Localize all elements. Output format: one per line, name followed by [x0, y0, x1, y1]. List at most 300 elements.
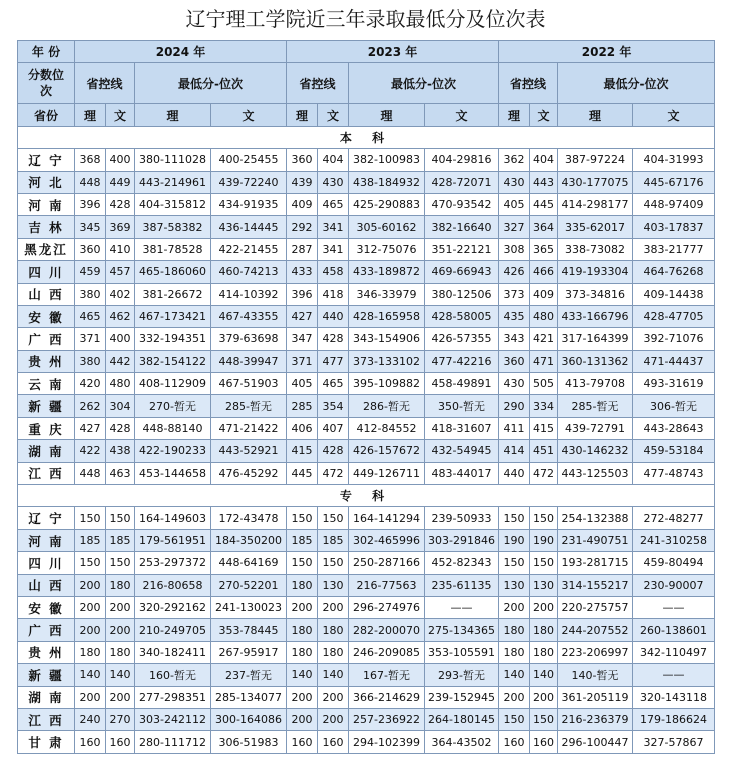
table-cell: 185 [106, 529, 135, 551]
table-cell: 184-350200 [211, 529, 287, 551]
table-cell: 353-78445 [211, 619, 287, 641]
table-cell: 150 [106, 552, 135, 574]
table-cell: 303-291846 [425, 529, 499, 551]
table-row [18, 440, 715, 462]
table-cell: 216-236379 [558, 708, 633, 730]
table-cell: 418 [318, 283, 349, 305]
table-cell: —— [633, 664, 715, 686]
table-cell: 254-132388 [558, 507, 633, 529]
province-cell: 黑龙江 [18, 238, 75, 260]
table-cell: 306-暂无 [633, 395, 715, 417]
table-cell: 180 [106, 574, 135, 596]
table-cell: 400 [106, 328, 135, 350]
table-row [18, 238, 715, 260]
table-cell: 140 [75, 664, 106, 686]
table-cell: 382-154122 [135, 350, 211, 372]
table-cell: 285 [287, 395, 318, 417]
table-cell: 347 [287, 328, 318, 350]
table-cell: 239-50933 [425, 507, 499, 529]
table-cell: 180 [287, 574, 318, 596]
table-cell: 414-298177 [558, 193, 633, 215]
table-cell: 432-54945 [425, 440, 499, 462]
table-cell: 180 [106, 641, 135, 663]
table-cell: 180 [530, 619, 558, 641]
table-cell: 459-80494 [633, 552, 715, 574]
table-cell: 294-102399 [349, 731, 425, 753]
table-cell: 395-109882 [349, 373, 425, 395]
province-cell: 湖 南 [18, 440, 75, 462]
table-row [18, 574, 715, 596]
table-cell: 150 [287, 552, 318, 574]
table-cell: 172-43478 [211, 507, 287, 529]
table-cell: 387-58382 [135, 216, 211, 238]
table-row [18, 171, 715, 193]
province-cell: 河 南 [18, 529, 75, 551]
table-cell: 364-43502 [425, 731, 499, 753]
table-cell: 160-暂无 [135, 664, 211, 686]
table-cell: 304 [106, 395, 135, 417]
table-cell: 360 [499, 350, 530, 372]
table-cell: 150 [75, 507, 106, 529]
table-cell: 342-110497 [633, 641, 715, 663]
wen-label: 文 [530, 104, 558, 126]
table-cell: 380 [75, 283, 106, 305]
table-cell: 296-100447 [558, 731, 633, 753]
table-cell: 443 [530, 171, 558, 193]
table-cell: 465-186060 [135, 261, 211, 283]
table-cell: 332-194351 [135, 328, 211, 350]
table-cell: 334 [530, 395, 558, 417]
ctrl-line-2023: 省控线 [287, 63, 349, 104]
table-cell: 140 [530, 664, 558, 686]
table-row [18, 216, 715, 238]
province-cell: 江 西 [18, 462, 75, 484]
table-cell: 140-暂无 [558, 664, 633, 686]
table-cell: 458-49891 [425, 373, 499, 395]
table-cell: 438-184932 [349, 171, 425, 193]
table-cell: 448 [75, 171, 106, 193]
table-cell: 422 [75, 440, 106, 462]
table-cell: 200 [106, 596, 135, 618]
table-cell: 185 [75, 529, 106, 551]
table-cell: 383-21777 [633, 238, 715, 260]
table-cell: 428 [318, 328, 349, 350]
table-cell: 200 [75, 619, 106, 641]
table-cell: 472 [530, 462, 558, 484]
table-cell: 366-214629 [349, 686, 425, 708]
table-cell: 426-57355 [425, 328, 499, 350]
table-cell: 285-暂无 [558, 395, 633, 417]
table-cell: 167-暂无 [349, 664, 425, 686]
table-cell: 362 [499, 149, 530, 171]
wen-label: 文 [211, 104, 287, 126]
table-cell: 412-84552 [349, 417, 425, 439]
table-cell: 320-292162 [135, 596, 211, 618]
table-cell: —— [633, 596, 715, 618]
table-cell: 408-112909 [135, 373, 211, 395]
table-cell: 406 [287, 417, 318, 439]
table-cell: 364 [530, 216, 558, 238]
table-cell: 140 [287, 664, 318, 686]
ctrl-line-2024: 省控线 [75, 63, 135, 104]
table-cell: 262 [75, 395, 106, 417]
table-cell: 343 [499, 328, 530, 350]
table-cell: 493-31619 [633, 373, 715, 395]
table-cell: 427 [287, 305, 318, 327]
table-cell: 427 [75, 417, 106, 439]
table-cell: 180 [287, 641, 318, 663]
table-cell: 464-76268 [633, 261, 715, 283]
table-cell: 404-31993 [633, 149, 715, 171]
table-cell: 354 [318, 395, 349, 417]
section-header-row [18, 485, 715, 507]
table-cell: 270 [106, 708, 135, 730]
table-cell: 345 [75, 216, 106, 238]
wen-label: 文 [425, 104, 499, 126]
table-cell: 200 [499, 596, 530, 618]
province-cell: 安 徽 [18, 305, 75, 327]
section-title: 专 科 [18, 485, 715, 507]
table-cell: 246-209085 [349, 641, 425, 663]
table-cell: 410 [106, 238, 135, 260]
li-label: 理 [499, 104, 530, 126]
table-cell: 471-44437 [633, 350, 715, 372]
table-cell: 465 [318, 373, 349, 395]
table-cell: 396 [287, 283, 318, 305]
year-2024: 2024 年 [75, 41, 287, 63]
province-cell: 辽 宁 [18, 149, 75, 171]
table-cell: 241-310258 [633, 529, 715, 551]
table-cell: 150 [318, 507, 349, 529]
table-cell: 270-暂无 [135, 395, 211, 417]
table-cell: 433-189872 [349, 261, 425, 283]
table-cell: 216-80658 [135, 574, 211, 596]
table-cell: 361-205119 [558, 686, 633, 708]
table-cell: 467-43355 [211, 305, 287, 327]
table-cell: 343-154906 [349, 328, 425, 350]
table-cell: 150 [499, 552, 530, 574]
table-cell: 150 [530, 708, 558, 730]
table-cell: 436-14445 [211, 216, 287, 238]
table-cell: 335-62017 [558, 216, 633, 238]
table-cell: 448-64169 [211, 552, 287, 574]
table-cell: 200 [287, 596, 318, 618]
min-rank-2024: 最低分-位次 [135, 63, 287, 104]
table-cell: 434-91935 [211, 193, 287, 215]
table-cell: 300-164086 [211, 708, 287, 730]
li-label: 理 [135, 104, 211, 126]
table-row [18, 417, 715, 439]
table-cell: 200 [75, 686, 106, 708]
table-cell: 190 [530, 529, 558, 551]
table-cell: 443-52921 [211, 440, 287, 462]
table-cell: 140 [106, 664, 135, 686]
table-cell: 250-287166 [349, 552, 425, 574]
table-cell: 200 [318, 596, 349, 618]
table-cell: 296-274976 [349, 596, 425, 618]
table-cell: 465 [318, 193, 349, 215]
ctrl-line-2022: 省控线 [499, 63, 558, 104]
table-cell: 150 [318, 552, 349, 574]
table-cell: 244-207552 [558, 619, 633, 641]
table-cell: 382-16640 [425, 216, 499, 238]
table-cell: 430-177075 [558, 171, 633, 193]
table-cell: 360 [75, 238, 106, 260]
table-row [18, 149, 715, 171]
table-cell: 292 [287, 216, 318, 238]
table-cell: 130 [318, 574, 349, 596]
table-cell: 130 [499, 574, 530, 596]
table-cell: 439-72791 [558, 417, 633, 439]
table-cell: 216-77563 [349, 574, 425, 596]
table-row [18, 373, 715, 395]
table-cell: 402 [106, 283, 135, 305]
table-cell: 379-63698 [211, 328, 287, 350]
table-cell: 382-100983 [349, 149, 425, 171]
table-cell: 469-66943 [425, 261, 499, 283]
score-rank-label: 分数位次 [18, 63, 75, 104]
table-cell: 380-111028 [135, 149, 211, 171]
table-cell: 285-暂无 [211, 395, 287, 417]
table-cell: 400-25455 [211, 149, 287, 171]
table-row [18, 641, 715, 663]
table-cell: 270-52201 [211, 574, 287, 596]
table-cell: 210-249705 [135, 619, 211, 641]
table-row [18, 283, 715, 305]
table-cell: 327 [499, 216, 530, 238]
table-cell: 220-275757 [558, 596, 633, 618]
table-cell: 396 [75, 193, 106, 215]
province-cell: 云 南 [18, 373, 75, 395]
li-label: 理 [75, 104, 106, 126]
table-row [18, 619, 715, 641]
table-cell: 457 [106, 261, 135, 283]
table-cell: 200 [318, 708, 349, 730]
table-cell: 340-182411 [135, 641, 211, 663]
table-cell: 373-133102 [349, 350, 425, 372]
table-cell: 448-88140 [135, 417, 211, 439]
table-cell: 312-75076 [349, 238, 425, 260]
table-cell: 428-165958 [349, 305, 425, 327]
table-cell: 443-28643 [633, 417, 715, 439]
table-cell: 449-126711 [349, 462, 425, 484]
table-cell: 470-93542 [425, 193, 499, 215]
table-cell: 439 [287, 171, 318, 193]
table-cell: 327-57867 [633, 731, 715, 753]
table-cell: 471 [530, 350, 558, 372]
table-cell: 428-58005 [425, 305, 499, 327]
table-cell: 409 [530, 283, 558, 305]
table-cell: 200 [106, 619, 135, 641]
table-cell: 405 [499, 193, 530, 215]
table-cell: 160 [530, 731, 558, 753]
section-header-row [18, 126, 715, 148]
table-cell: 253-297372 [135, 552, 211, 574]
table-cell: 305-60162 [349, 216, 425, 238]
table-cell: 428-72071 [425, 171, 499, 193]
table-cell: 425-290883 [349, 193, 425, 215]
table-cell: 413-79708 [558, 373, 633, 395]
table-cell: 239-152945 [425, 686, 499, 708]
table-cell: 380 [75, 350, 106, 372]
table-cell: 351-22121 [425, 238, 499, 260]
table-cell: 280-111712 [135, 731, 211, 753]
table-row [18, 193, 715, 215]
table-cell: 430 [499, 171, 530, 193]
table-cell: 445 [287, 462, 318, 484]
province-cell: 河 北 [18, 171, 75, 193]
table-cell: 400 [106, 149, 135, 171]
table-cell: 200 [318, 686, 349, 708]
province-cell: 吉 林 [18, 216, 75, 238]
province-cell: 广 西 [18, 328, 75, 350]
table-cell: 180 [530, 641, 558, 663]
province-cell: 四 川 [18, 552, 75, 574]
table-cell: 360-131362 [558, 350, 633, 372]
table-cell: 179-186624 [633, 708, 715, 730]
table-cell: 480 [106, 373, 135, 395]
table-cell: 449 [106, 171, 135, 193]
table-cell: 365 [530, 238, 558, 260]
table-cell: 421 [530, 328, 558, 350]
table-cell: 426-157672 [349, 440, 425, 462]
table-row [18, 664, 715, 686]
table-cell: 341 [318, 216, 349, 238]
table-cell: 317-164399 [558, 328, 633, 350]
table-cell: 428 [106, 417, 135, 439]
province-label: 省份 [18, 104, 75, 126]
table-cell: 411 [499, 417, 530, 439]
table-cell: 140 [318, 664, 349, 686]
header-row-subjects [18, 104, 715, 126]
li-label: 理 [558, 104, 633, 126]
table-row [18, 731, 715, 753]
table-cell: 185 [287, 529, 318, 551]
table-cell: 150 [287, 507, 318, 529]
table-cell: 193-281715 [558, 552, 633, 574]
table-cell: 369 [106, 216, 135, 238]
table-cell: 419-193304 [558, 261, 633, 283]
table-cell: 459 [75, 261, 106, 283]
table-cell: 180 [499, 619, 530, 641]
province-cell: 山 西 [18, 574, 75, 596]
table-cell: 404 [318, 149, 349, 171]
table-cell: 440 [318, 305, 349, 327]
table-cell: 428 [318, 440, 349, 462]
table-cell: 392-71076 [633, 328, 715, 350]
table-cell: 277-298351 [135, 686, 211, 708]
table-cell: 150 [106, 507, 135, 529]
table-cell: 381-26672 [135, 283, 211, 305]
table-cell: 477-48743 [633, 462, 715, 484]
table-cell: 462 [106, 305, 135, 327]
table-cell: 180 [499, 641, 530, 663]
table-cell: 303-242112 [135, 708, 211, 730]
table-cell: 472 [318, 462, 349, 484]
province-cell: 河 南 [18, 193, 75, 215]
table-cell: 420 [75, 373, 106, 395]
table-cell: 440 [499, 462, 530, 484]
table-cell: 453-144658 [135, 462, 211, 484]
table-cell: 320-143118 [633, 686, 715, 708]
table-cell: 403-17837 [633, 216, 715, 238]
table-cell: 483-44017 [425, 462, 499, 484]
table-cell: 200 [106, 686, 135, 708]
table-cell: 371 [287, 350, 318, 372]
province-cell: 安 徽 [18, 596, 75, 618]
table-cell: 164-141294 [349, 507, 425, 529]
table-cell: 467-51903 [211, 373, 287, 395]
wen-label: 文 [318, 104, 349, 126]
admission-score-table [17, 40, 715, 754]
table-cell: 458 [318, 261, 349, 283]
table-cell: 404-315812 [135, 193, 211, 215]
table-cell: 223-206997 [558, 641, 633, 663]
table-cell: 430 [499, 373, 530, 395]
header-row-years [18, 41, 715, 63]
table-cell: 200 [499, 686, 530, 708]
table-cell: 180 [318, 641, 349, 663]
table-cell: 404-29816 [425, 149, 499, 171]
table-cell: 404 [530, 149, 558, 171]
table-cell: 460-74213 [211, 261, 287, 283]
table-cell: 477 [318, 350, 349, 372]
table-cell: 306-51983 [211, 731, 287, 753]
table-cell: 286-暂无 [349, 395, 425, 417]
table-cell: 373 [499, 283, 530, 305]
table-cell: 237-暂无 [211, 664, 287, 686]
table-cell: 231-490751 [558, 529, 633, 551]
table-cell: 290 [499, 395, 530, 417]
table-cell: 371 [75, 328, 106, 350]
table-cell: 235-61135 [425, 574, 499, 596]
table-cell: 314-155217 [558, 574, 633, 596]
province-cell: 贵 州 [18, 350, 75, 372]
table-cell: 415 [530, 417, 558, 439]
table-cell: 353-105591 [425, 641, 499, 663]
table-cell: 471-21422 [211, 417, 287, 439]
table-cell: 264-180145 [425, 708, 499, 730]
table-cell: 435 [499, 305, 530, 327]
table-cell: 414 [499, 440, 530, 462]
table-cell: 452-82343 [425, 552, 499, 574]
table-cell: 448-39947 [211, 350, 287, 372]
table-cell: 180 [75, 641, 106, 663]
li-label: 理 [349, 104, 425, 126]
province-cell: 新 疆 [18, 395, 75, 417]
table-cell: 443-125503 [558, 462, 633, 484]
table-cell: 200 [287, 708, 318, 730]
table-cell: 160 [106, 731, 135, 753]
table-cell: 480 [530, 305, 558, 327]
table-cell: 341 [318, 238, 349, 260]
province-cell: 广 西 [18, 619, 75, 641]
table-cell: 150 [530, 507, 558, 529]
table-row [18, 552, 715, 574]
table-cell: 130 [530, 574, 558, 596]
table-cell: 466 [530, 261, 558, 283]
year-2023: 2023 年 [287, 41, 499, 63]
min-rank-2022: 最低分-位次 [558, 63, 715, 104]
table-cell: 150 [530, 552, 558, 574]
province-cell: 江 西 [18, 708, 75, 730]
table-cell: 426 [499, 261, 530, 283]
table-cell: 230-90007 [633, 574, 715, 596]
table-cell: 368 [75, 149, 106, 171]
province-cell: 辽 宁 [18, 507, 75, 529]
table-cell: 409 [287, 193, 318, 215]
wen-label: 文 [633, 104, 715, 126]
